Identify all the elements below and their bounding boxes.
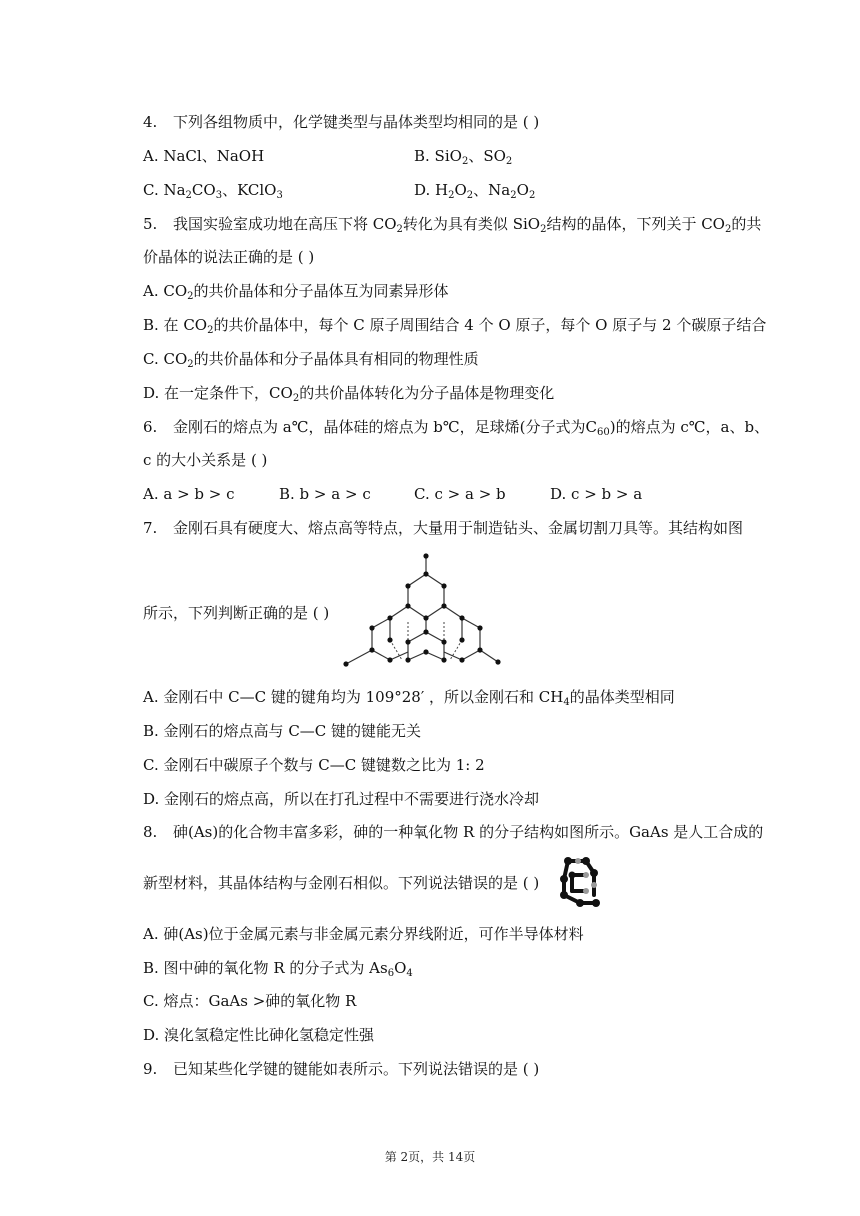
q6-option-d: D. c > b > a	[550, 485, 643, 503]
q7-option-c: C. 金刚石中碳原子个数与 C—C 键键数之比为 1: 2	[143, 756, 485, 774]
q7-option-d: D. 金刚石的熔点高，所以在打孔过程中不需要进行浇水冷却	[143, 790, 540, 808]
q7-option-a: A. 金刚石中 C—C 键的键角均为 109°28′ ，所以金刚石和 $CH_4$的晶体类型相同	[143, 688, 675, 708]
q5-option-d: D. 在一定条件下，$CO_2$的共价晶体转化为分子晶体是物理变化	[143, 384, 555, 404]
q5-option-b: B. 在 $CO_2$的共价晶体中，每个 C 原子周围结合 4 个 O 原子，每个 O 原子与 2 个碳原子结合	[143, 316, 767, 336]
q5-option-c: C. $CO_2$的共价晶体和分子晶体具有相同的物理性质	[143, 350, 479, 370]
q5-stem-line2: 价晶体的说法正确的是 ( )	[143, 248, 315, 266]
q7-stem-line1: 7. 金刚石具有硬度大、熔点高等特点，大量用于制造钻头、金属切割刀具等。其结构如图	[143, 519, 744, 537]
q6-option-c: C. c > a > b	[414, 485, 506, 503]
q4-option-c: C. $Na_2CO_3$、KClO$_3$	[143, 181, 283, 201]
q6-option-a: A. a > b > c	[143, 485, 235, 503]
question-number: 7.	[143, 519, 158, 537]
q8-option-a: A. 砷(As)位于金属元素与非金属元素分界线附近，可作半导体材料	[143, 925, 584, 943]
page-footer: 第 2页，共 14页	[384, 1150, 476, 1164]
q7-stem-line2: 所示，下列判断正确的是 ( )	[143, 604, 330, 622]
question-number: 5.	[143, 215, 158, 233]
q7-option-b: B. 金刚石的熔点高与 C—C 键的键能无关	[143, 722, 422, 740]
question-number: 4.	[143, 113, 158, 131]
q4-option-d: D. $H_2O_2$、$Na_2O_2$	[414, 181, 536, 201]
q8-option-c: C. 熔点：GaAs >砷的氧化物 R	[143, 992, 357, 1010]
q6-stem-line1: 6. 金刚石的熔点为 a℃，晶体硅的熔点为 b℃，足球烯(分子式为$C_{60}$)的熔点为 c℃，a、b、	[143, 418, 770, 438]
question-number: 8.	[143, 823, 158, 841]
q9-stem: 9. 已知某些化学键的键能如表所示。下列说法错误的是 ( )	[143, 1060, 540, 1078]
q6-option-b: B. b > a > c	[279, 485, 371, 503]
question-number: 6.	[143, 418, 158, 436]
diamond-structure-figure	[342, 552, 502, 672]
q4-stem: 4. 下列各组物质中，化学键类型与晶体类型均相同的是 ( )	[143, 113, 540, 131]
question-number: 9.	[143, 1060, 158, 1078]
q8-stem-line2: 新型材料，其晶体结构与金刚石相似。下列说法错误的是 ( )	[143, 874, 540, 892]
q5-option-a: A. $CO_2$的共价晶体和分子晶体互为同素异形体	[143, 282, 449, 302]
q6-stem-line2: c 的大小关系是 ( )	[143, 451, 268, 469]
q4-option-a: A. NaCl、NaOH	[143, 147, 265, 165]
q4-option-b: B. SiO$_2$、$SO_2$	[414, 147, 513, 167]
q8-stem-line1: 8. 砷(As)的化合物丰富多彩，砷的一种氧化物 R 的分子结构如图所示。GaAs 是人工合成的	[143, 823, 764, 841]
q8-option-d: D. 溴化氢稳定性比砷化氢稳定性强	[143, 1026, 375, 1044]
q5-stem-line1: 5. 我国实验室成功地在高压下将 $CO_2$转化为具有类似 SiO$_2$结构的晶体，下列关于 $CO_2$的共	[143, 215, 762, 235]
q8-option-b: B. 图中砷的氧化物 R 的分子式为 $As_6O_4$	[143, 959, 413, 979]
arsenic-oxide-molecule-figure	[556, 855, 602, 909]
